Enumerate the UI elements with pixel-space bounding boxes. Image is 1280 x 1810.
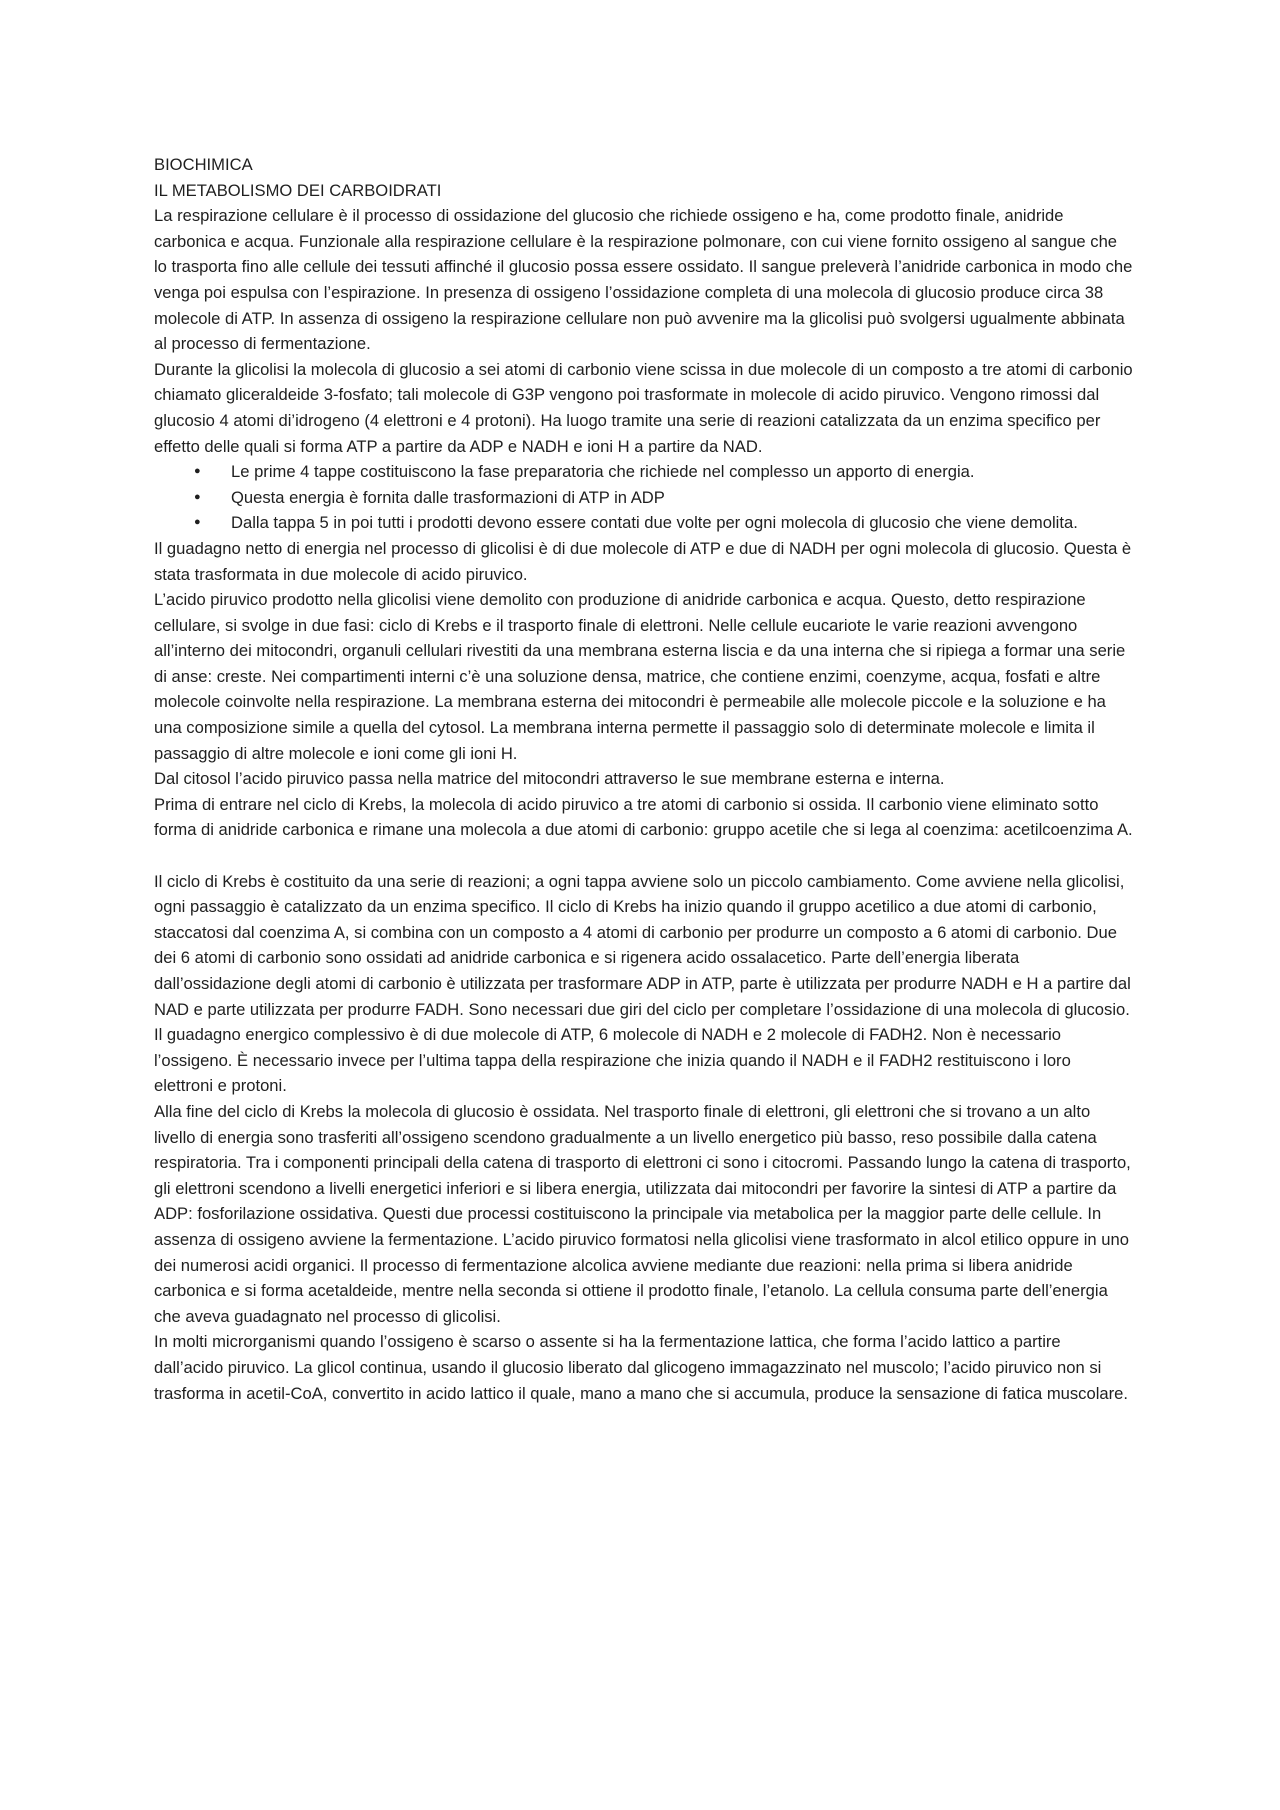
list-item: ● Le prime 4 tappe costituiscono la fase preparatoria che richiede nel complesso un apporto di energia. [154,459,1134,485]
paragraph-acetilcoenzima: Prima di entrare nel ciclo di Krebs, la molecola di acido piruvico a tre atomi di carbonio si ossida. Il carbonio viene eliminato sotto forma di anidride carbonica e rimane una molecola a due atomi di carbonio: gruppo acetile che si lega al coenzima: acetilcoenzima A. [154,794,1133,840]
paragraph-respirazione-cellulare: La respirazione cellulare è il processo di ossidazione del glucosio che richiede ossigeno e ha, come prodotto finale, anidride carbonica e acqua. Funzionale alla respirazione cellulare è la respirazione polmonare, con cui viene fornito ossigeno al sangue che lo trasporta fino alle cellule dei tessuti affinché il glucosio possa essere ossidato. Il sangue preleverà l’anidride carbonica in modo che venga poi espulsa con l’espirazione. In presenza di ossigeno l’ossidazione completa di una molecola di glucosio produce circa 38 molecole di ATP. In assenza di ossigeno la respirazione cellulare non può avvenire ma la glicolisi può svolgersi ugualmente abbinata al processo di fermentazione. [154,206,1133,354]
glicolisi-bullet-list [154,459,1134,536]
document-page [154,152,1134,1406]
paragraph-spacer [154,843,1134,869]
paragraph-glicolisi: Durante la glicolisi la molecola di glucosio a sei atomi di carbonio viene scissa in due molecole di un composto a tre atomi di carbonio chiamato gliceraldeide 3-fosfato; tali molecole di G3P vengono poi trasformate in molecole di acido piruvico. Vengono rimossi dal glucosio 4 atomi di’idrogeno (4 elettroni e 4 protoni). Ha luogo tramite una serie di reazioni catalizzata da un enzima specifico per effetto delle quali si forma ATP a partire da ADP e NADH e ioni H a partire da NAD. [154,359,1133,456]
list-item: ● Questa energia è fornita dalle trasformazioni di ATP in ADP [154,485,1134,511]
paragraph-trasporto-elettroni: Alla fine del ciclo di Krebs la molecola di glucosio è ossidata. Nel trasporto finale di elettroni, gli elettroni che si trovano a un alto livello di energia sono trasferiti all’ossigeno scendono gradualmente a un livello energetico più basso, reso possibile dalla catena respiratoria. Tra i componenti principali della catena di trasporto di elettroni ci sono i citocromi. Passando lungo la catena di trasporto, gli elettroni scendono a livelli energetici inferiori e si libera energia, utilizzata dai mitocondri per favorire la sintesi di ATP a partire da ADP: fosforilazione ossidativa. Questi due processi costituiscono la principale via metabolica per la maggior parte delle cellule. In assenza di ossigeno avviene la fermentazione. L’acido piruvico formatosi nella glicolisi viene trasformato in alcol etilico oppure in uno dei numerosi acidi organici. Il processo di fermentazione alcolica avviene mediante due reazioni: nella prima si libera anidride carbonica e si forma acetaldeide, mentre nella seconda si ottiene il prodotto finale, l’etanolo. La cellula consuma parte dell’energia che aveva guadagnato nel processo di glicolisi. [154,1101,1131,1326]
paragraph-acido-piruvico: L’acido piruvico prodotto nella glicolisi viene demolito con produzione di anidride carbonica e acqua. Questo, detto respirazione cellulare, si svolge in due fasi: ciclo di Krebs e il trasporto finale di elettroni. Nelle cellule eucariote le varie reazioni avvengono all’interno dei mitocondri, organuli cellulari rivestiti da una membrana esterna liscia e da una interna che si ripiega a formar una serie di anse: creste. Nei compartimenti interni c’è una soluzione densa, matrice, che contiene enzimi, coenzyme, acqua, fosfati e altre molecole coinvolte nella respirazione. La membrana esterna dei mitocondri è permeabile alle molecole piccole e la soluzione e ha una composizione simile a quella del cytosol. La membrana interna permette il passaggio solo di determinate molecole e limita il passaggio di altre molecole e ioni come gli ioni H. [154,590,1126,763]
paragraph-ciclo-di-krebs: Il ciclo di Krebs è costituito da una serie di reazioni; a ogni tappa avviene solo un piccolo cambiamento. Come avviene nella glicolisi, ogni passaggio è catalizzato da un enzima specifico. Il ciclo di Krebs ha inizio quando il gruppo acetilico a due atomi di carbonio, staccatosi dal coenzima A, si combina con un composto a 4 atomi di carbonio per produrre un composto a 6 atomi di carbonio. Due dei 6 atomi di carbonio sono ossidati ad anidride carbonica e si rigenera acido ossalacetico. Parte dell’energia liberata dall’ossidazione degli atomi di carbonio è utilizzata per trasformare ADP in ATP, parte è utilizzata per produrre NADH e H a partire dal NAD e parte utilizzata per produrre FADH. Sono necessari due giri del ciclo per completare l’ossidazione di una molecola di glucosio. Il guadagno energico complessivo è di due molecole di ATP, 6 molecole di NADH e 2 molecole di FADH2. Non è necessario l’ossigeno. È necessario invece per l’ultima tappa della respirazione che inizia quando il NADH e il FADH2 restituiscono i loro elettroni e protoni. [154,871,1131,1096]
paragraph-fermentazione-lattica: In molti microrganismi quando l’ossigeno è scarso o assente si ha la fermentazione lattica, che forma l’acido lattico a partire dall’acido piruvico. La glicol continua, usando il glucosio liberato dal glicogeno immagazzinato nel muscolo; l’acido piruvico non si trasforma in acetil-CoA, convertito in acido lattico il quale, mano a mano che si accumula, produce la sensazione di fatica muscolare. [154,1332,1128,1403]
document-title: IL METABOLISMO DEI CARBOIDRATI [154,180,442,200]
document-subject: BIOCHIMICA [154,155,253,174]
list-item: ● Dalla tappa 5 in poi tutti i prodotti devono essere contati due volte per ogni molecola di glucosio che viene demolita. [154,510,1134,536]
paragraph-citosol: Dal citosol l’acido piruvico passa nella matrice del mitocondri attraverso le sue membrane esterna e interna. [154,769,945,789]
paragraph-guadagno-netto: Il guadagno netto di energia nel processo di glicolisi è di due molecole di ATP e due di NADH per ogni molecola di glucosio. Questa è stata trasformata in due molecole di acido piruvico. [154,538,1132,584]
